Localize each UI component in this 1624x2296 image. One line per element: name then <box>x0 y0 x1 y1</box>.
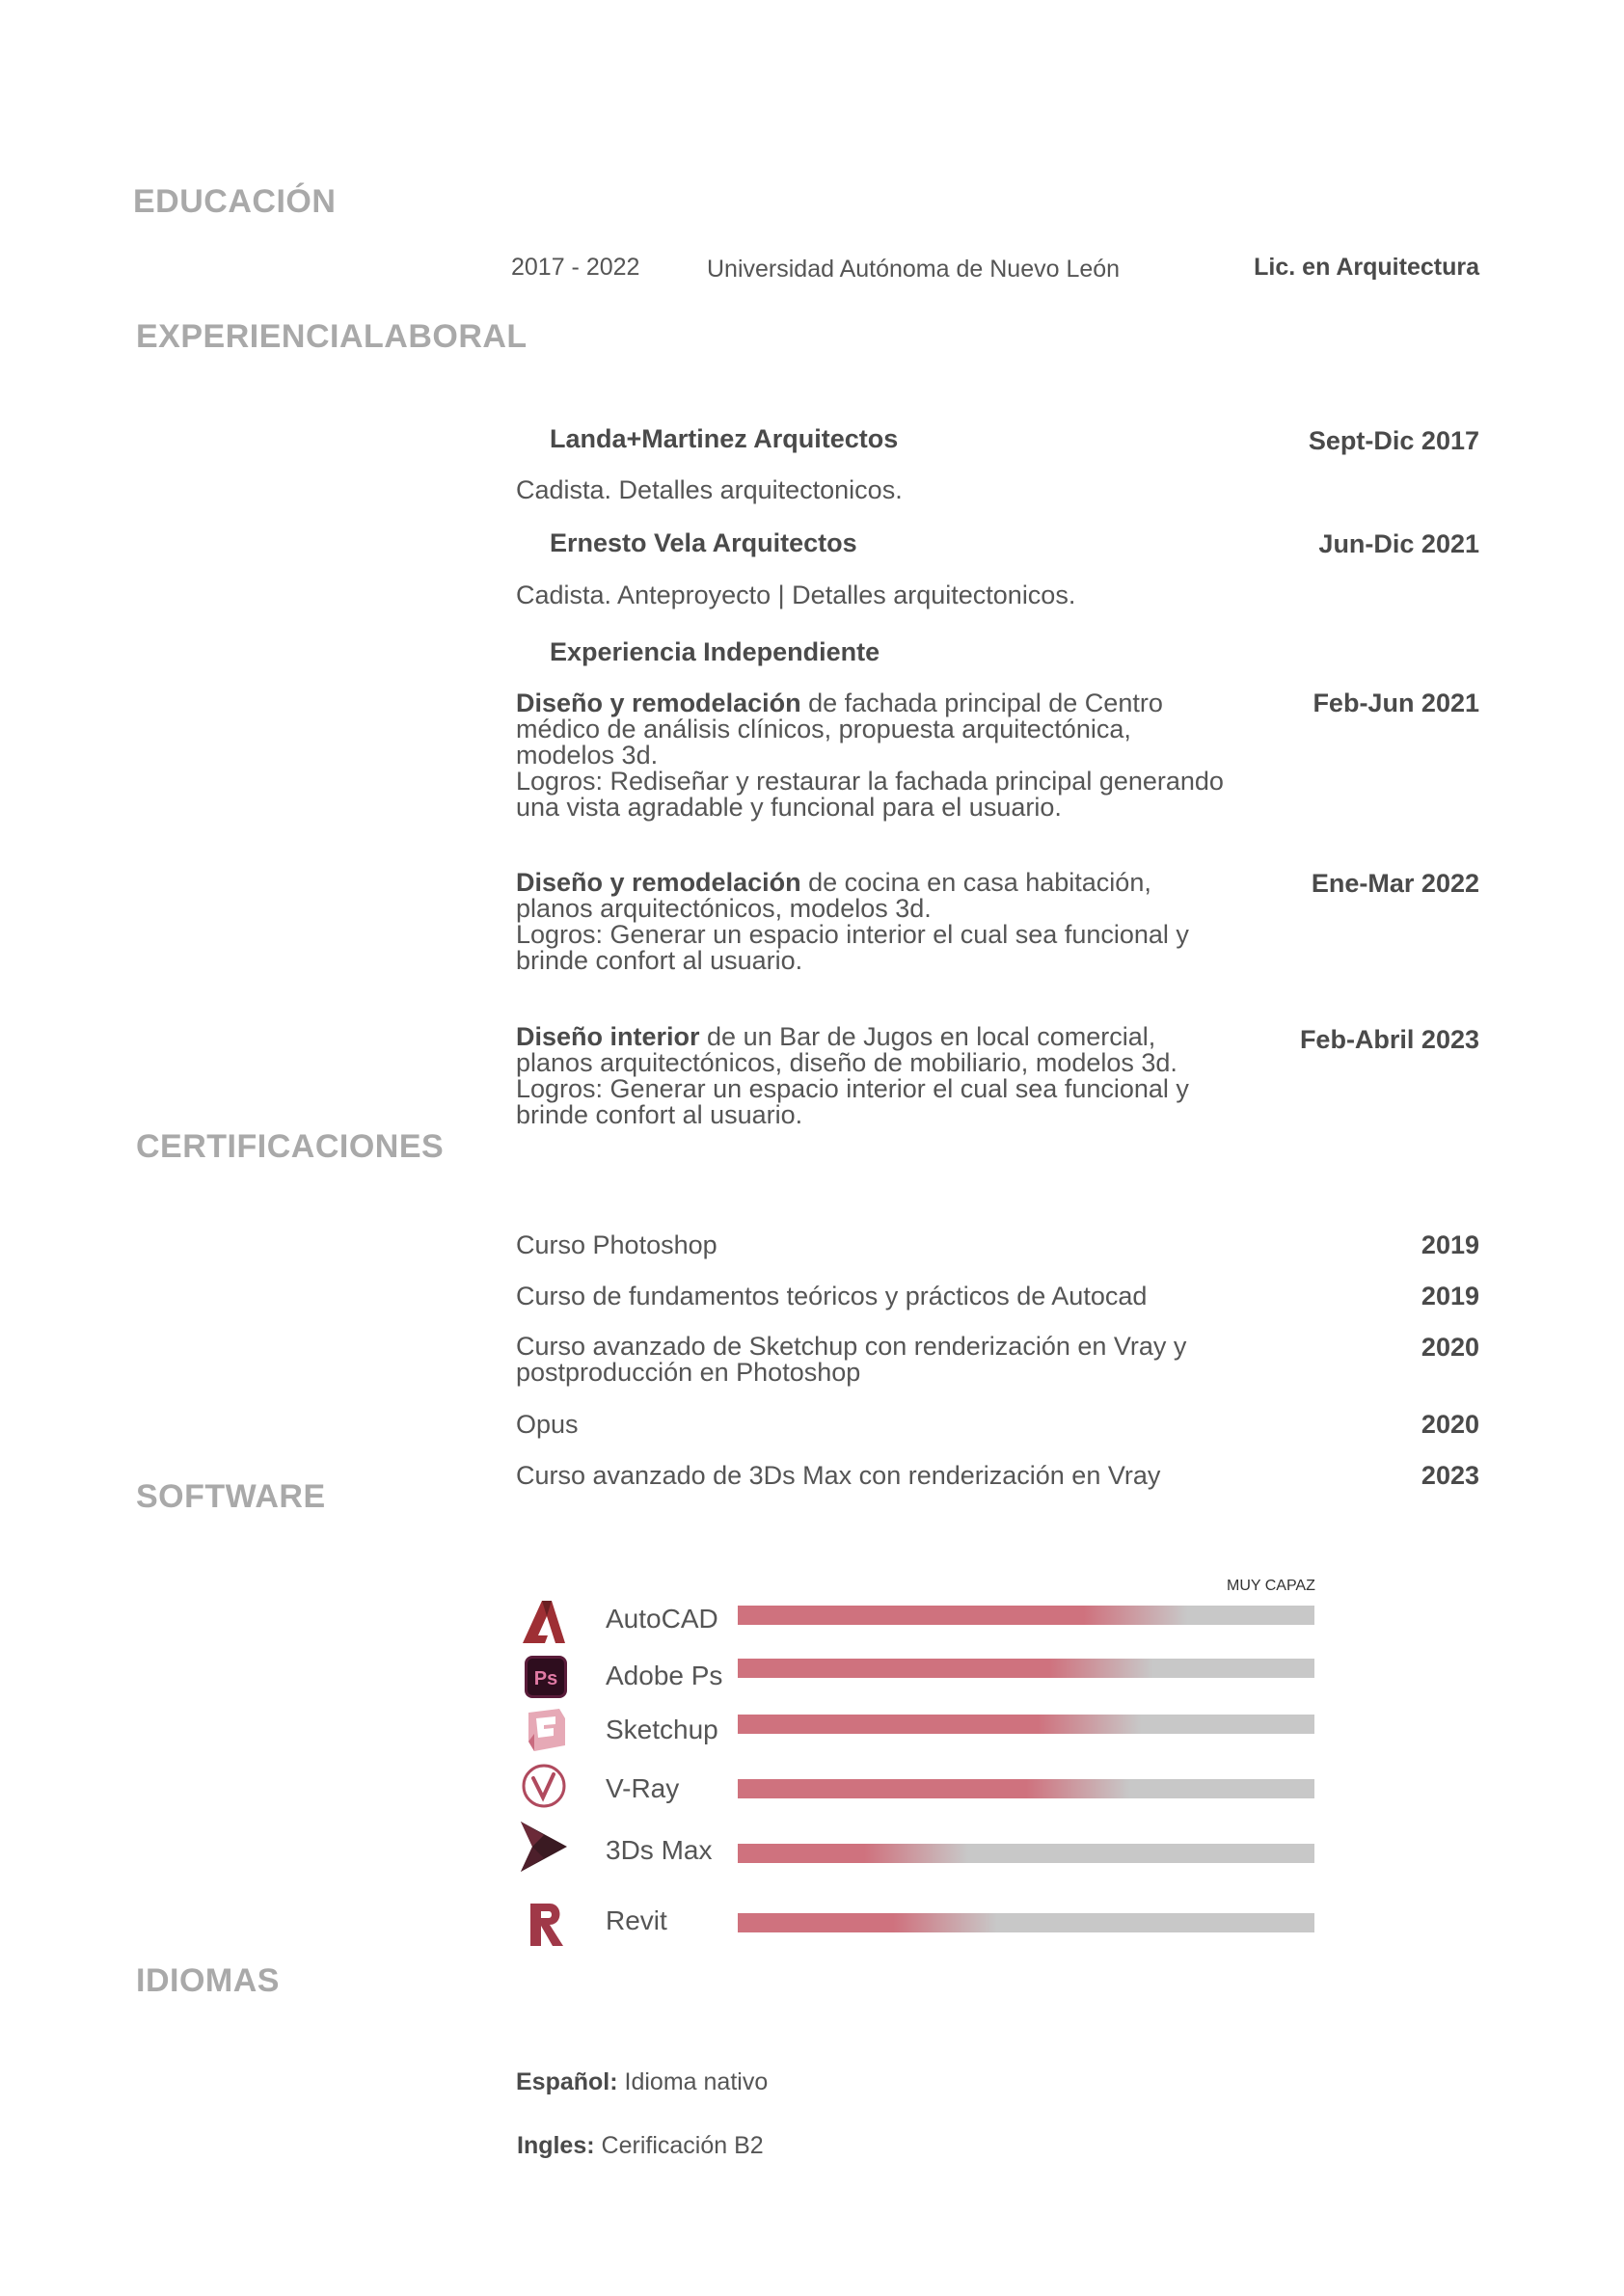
certification-name: Curso de fundamentos teóricos y prácticos de Autocad <box>516 1282 1148 1310</box>
project-text: brinde confort al usuario. <box>516 1100 803 1129</box>
project-text: brinde confort al usuario. <box>516 946 803 975</box>
software-name: Sketchup <box>606 1715 718 1744</box>
certification-line: Curso avanzado de Sketchup con renderización en Vray y <box>516 1332 1187 1361</box>
revit-icon <box>521 1900 571 1950</box>
project-entry <box>516 690 1249 821</box>
language-entry <box>517 2132 764 2160</box>
section-title-languages: IDIOMAS <box>136 1962 280 1999</box>
autocad-icon <box>519 1597 569 1647</box>
section-title-certifications: CERTIFICACIONES <box>136 1128 445 1165</box>
project-text: Logros: Generar un espacio interior el cual sea funcional y <box>516 920 1189 949</box>
skill-bar <box>738 1715 1314 1734</box>
project-text: Logros: Rediseñar y restaurar la fachada principal generando <box>516 767 1224 796</box>
photoshop-icon <box>521 1652 571 1702</box>
language-value: Cerificación B2 <box>601 2132 764 2159</box>
project-text: una vista agradable y funcional para el usuario. <box>516 793 1062 822</box>
project-entry <box>516 870 1249 974</box>
certification-year: 2019 <box>1421 1230 1479 1259</box>
project-text: modelos 3d. <box>516 741 659 770</box>
certification-name <box>516 1334 1186 1386</box>
project-text: médico de análisis clínicos, propuesta arquitectónica, <box>516 715 1131 743</box>
skill-bar <box>738 1779 1314 1798</box>
software-name: 3Ds Max <box>606 1835 713 1865</box>
certification-year: 2020 <box>1421 1333 1479 1362</box>
project-entry <box>516 1024 1249 1128</box>
3dsmax-icon <box>515 1818 573 1876</box>
language-label: Ingles: <box>517 2132 595 2159</box>
project-title: Diseño y remodelación <box>516 868 801 897</box>
skill-bar <box>738 1659 1314 1678</box>
software-name: AutoCAD <box>606 1604 718 1634</box>
job-company: Ernesto Vela Arquitectos <box>550 528 857 557</box>
certification-name: Opus <box>516 1410 579 1439</box>
certification-name: Curso Photoshop <box>516 1230 717 1259</box>
skill-bar <box>738 1844 1314 1863</box>
project-date: Ene-Mar 2022 <box>1311 869 1479 898</box>
job-description: Cadista. Anteproyecto | Detalles arquitectonicos. <box>516 581 1076 609</box>
vray-icon <box>519 1761 569 1811</box>
project-text: planos arquitectónicos, diseño de mobiliario, modelos 3d. <box>516 1048 1177 1077</box>
certification-year: 2019 <box>1421 1282 1479 1310</box>
certification-year: 2023 <box>1421 1461 1479 1490</box>
scale-label: MUY CAPAZ <box>1227 1578 1315 1594</box>
independent-experience-title: Experiencia Independiente <box>550 637 880 666</box>
section-title-experience: EXPERIENCIALABORAL <box>136 318 528 355</box>
software-name: Adobe Ps <box>606 1661 723 1690</box>
job-description: Cadista. Detalles arquitectonicos. <box>516 475 903 504</box>
project-text: de cocina en casa habitación, <box>800 868 1151 897</box>
project-title: Diseño y remodelación <box>516 689 801 717</box>
project-date: Feb-Abril 2023 <box>1299 1025 1479 1054</box>
job-date: Jun-Dic 2021 <box>1318 529 1479 558</box>
project-date: Feb-Jun 2021 <box>1313 689 1479 717</box>
section-title-education: EDUCACIÓN <box>133 183 337 220</box>
education-degree: Lic. en Arquitectura <box>1254 254 1479 281</box>
svg-text:Ps: Ps <box>533 1668 558 1689</box>
language-label: Español: <box>516 2068 618 2095</box>
project-title: Diseño interior <box>516 1022 700 1051</box>
job-date: Sept-Dic 2017 <box>1308 426 1479 455</box>
project-text: Logros: Generar un espacio interior el cual sea funcional y <box>516 1074 1189 1103</box>
software-name: V-Ray <box>606 1773 680 1803</box>
sketchup-icon <box>521 1705 571 1755</box>
skill-bar <box>738 1606 1314 1625</box>
certification-year: 2020 <box>1421 1410 1479 1439</box>
language-value: Idioma nativo <box>624 2068 769 2095</box>
certification-name: Curso avanzado de 3Ds Max con renderización en Vray <box>516 1461 1161 1490</box>
project-text: planos arquitectónicos, modelos 3d. <box>516 894 932 923</box>
education-years: 2017 - 2022 <box>511 254 640 281</box>
certification-line: postproducción en Photoshop <box>516 1358 861 1387</box>
project-text: de un Bar de Jugos en local comercial, <box>699 1022 1156 1051</box>
skill-bar <box>738 1913 1314 1932</box>
project-text: de fachada principal de Centro <box>800 689 1163 717</box>
job-company: Landa+Martinez Arquitectos <box>550 424 899 453</box>
software-name: Revit <box>606 1905 667 1935</box>
language-entry <box>516 2068 768 2096</box>
section-title-software: SOFTWARE <box>136 1478 326 1515</box>
education-school: Universidad Autónoma de Nuevo León <box>707 256 1121 283</box>
